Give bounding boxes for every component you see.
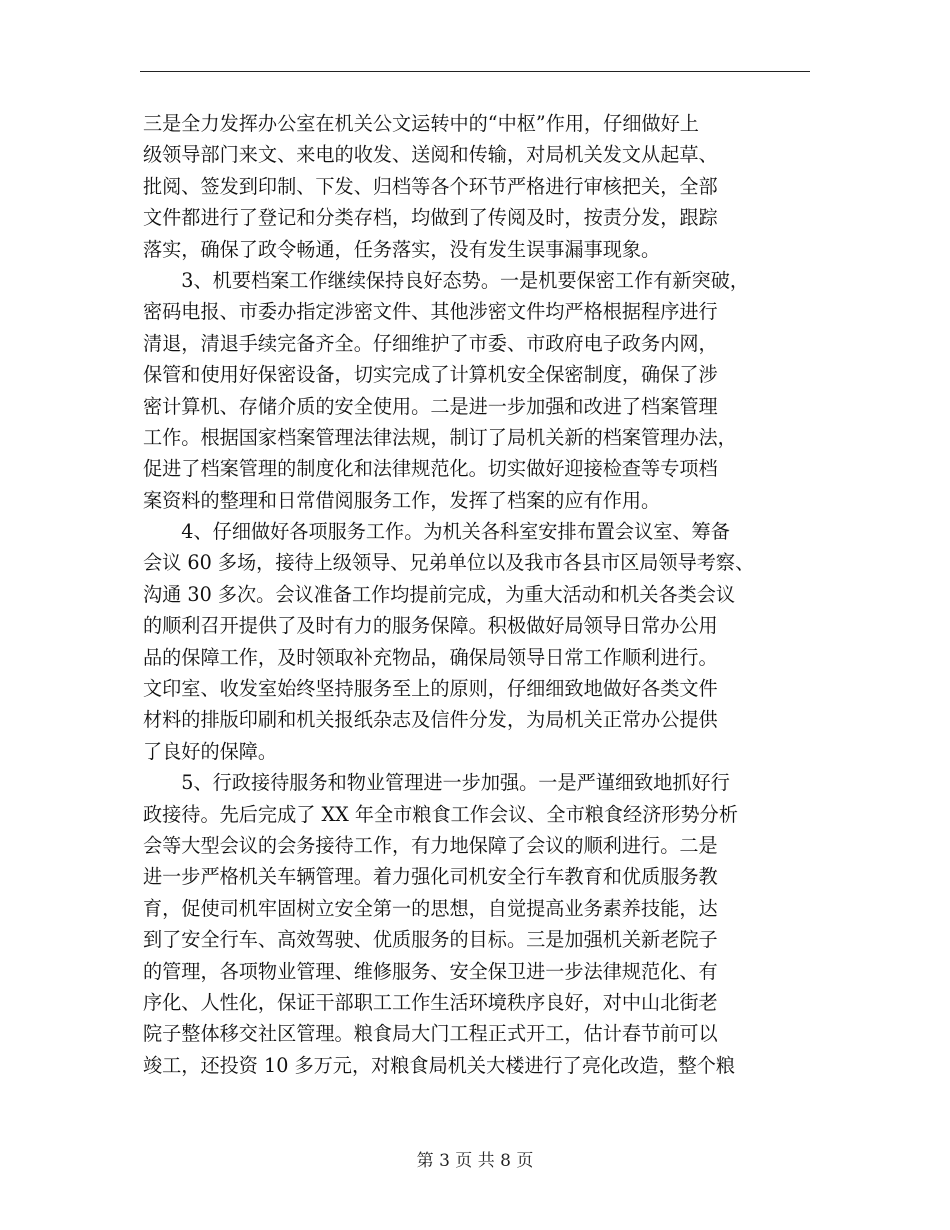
text-line: 密码电报、市委办指定涉密文件、其他涉密文件均严格根据程序进行 xyxy=(143,300,718,324)
text-line: 进一步严格机关车辆管理。着力强化司机安全行车教育和优质服务教 xyxy=(143,865,718,889)
text-line: 5、行政接待服务和物业管理进一步加强。一是严谨细致地抓好行 xyxy=(143,771,730,795)
text-line: 的管理，各项物业管理、维修服务、安全保卫进一步法律规范化、有 xyxy=(143,959,718,983)
text-line: 密计算机、存储介质的安全使用。二是进一步加强和改进了档案管理 xyxy=(143,394,718,418)
text-line: 品的保障工作，及时领取补充物品，确保局领导日常工作顺利进行。 xyxy=(143,645,718,669)
text-line: 3、机要档案工作继续保持良好态势。一是机要保密工作有新突破， xyxy=(143,268,750,292)
text-line: 工作。根据国家档案管理法律法规，制订了局机关新的档案管理办法， xyxy=(143,425,737,449)
text-line: 会等大型会议的会务接待工作，有力地保障了会议的顺利进行。二是 xyxy=(143,833,718,857)
text-line: 落实，确保了政令畅通，任务落实，没有发生误事漏事现象。 xyxy=(143,237,661,261)
header-rule xyxy=(140,71,810,72)
body-text xyxy=(143,108,823,1081)
text-line: 竣工，还投资 10 多万元，对粮食局机关大楼进行了亮化改造，整个粮 xyxy=(143,1053,736,1077)
text-line: 沟通 30 多次。会议准备工作均提前完成，为重大活动和机关各类会议 xyxy=(143,582,736,606)
text-line: 保管和使用好保密设备，切实完成了计算机安全保密制度，确保了涉 xyxy=(143,363,718,387)
text-line: 案资料的整理和日常借阅服务工作，发挥了档案的应有作用。 xyxy=(143,488,661,512)
text-line: 了良好的保障。 xyxy=(143,739,278,763)
text-line: 三是全力发挥办公室在机关公文运转中的“中枢”作用，仔细做好上 xyxy=(143,112,699,135)
text-line: 文印室、收发室始终坚持服务至上的原则，仔细细致地做好各类文件 xyxy=(143,677,718,701)
text-line: 促进了档案管理的制度化和法律规范化。切实做好迎接检查等专项档 xyxy=(143,457,718,481)
text-line: 材料的排版印刷和机关报纸杂志及信件分发，为局机关正常办公提供 xyxy=(143,708,718,732)
text-line: 4、仔细做好各项服务工作。为机关各科室安排布置会议室、筹备 xyxy=(143,520,730,544)
text-line: 到了安全行车、高效驾驶、优质服务的目标。三是加强机关新老院子 xyxy=(143,928,718,952)
text-line: 政接待。先后完成了 XX 年全市粮食工作会议、全市粮食经济形势分析 xyxy=(143,802,738,826)
text-line: 的顺利召开提供了及时有力的服务保障。积极做好局领导日常办公用 xyxy=(143,614,718,638)
text-line: 会议 60 多场，接待上级领导、兄弟单位以及我市各县市区局领导考察、 xyxy=(143,551,755,575)
text-line: 院子整体移交社区管理。粮食局大门工程正式开工，估计春节前可以 xyxy=(143,1022,718,1046)
page-footer: 第 3 页 共 8 页 xyxy=(416,1151,534,1171)
text-line: 文件都进行了登记和分类存档，均做到了传阅及时，按责分发，跟踪 xyxy=(143,206,718,230)
text-line: 育，促使司机牢固树立安全第一的思想，自觉提高业务素养技能，达 xyxy=(143,896,718,920)
text-line: 级领导部门来文、来电的收发、送阅和传输，对局机关发文从起草、 xyxy=(143,143,718,167)
text-line: 序化、人性化，保证干部职工工作生活环境秩序良好，对中山北街老 xyxy=(143,990,718,1014)
text-line: 批阅、签发到印制、下发、归档等各个环节严格进行审核把关，全部 xyxy=(143,174,718,198)
text-line: 清退，清退手续完备齐全。仔细维护了市委、市政府电子政务内网， xyxy=(143,331,718,355)
